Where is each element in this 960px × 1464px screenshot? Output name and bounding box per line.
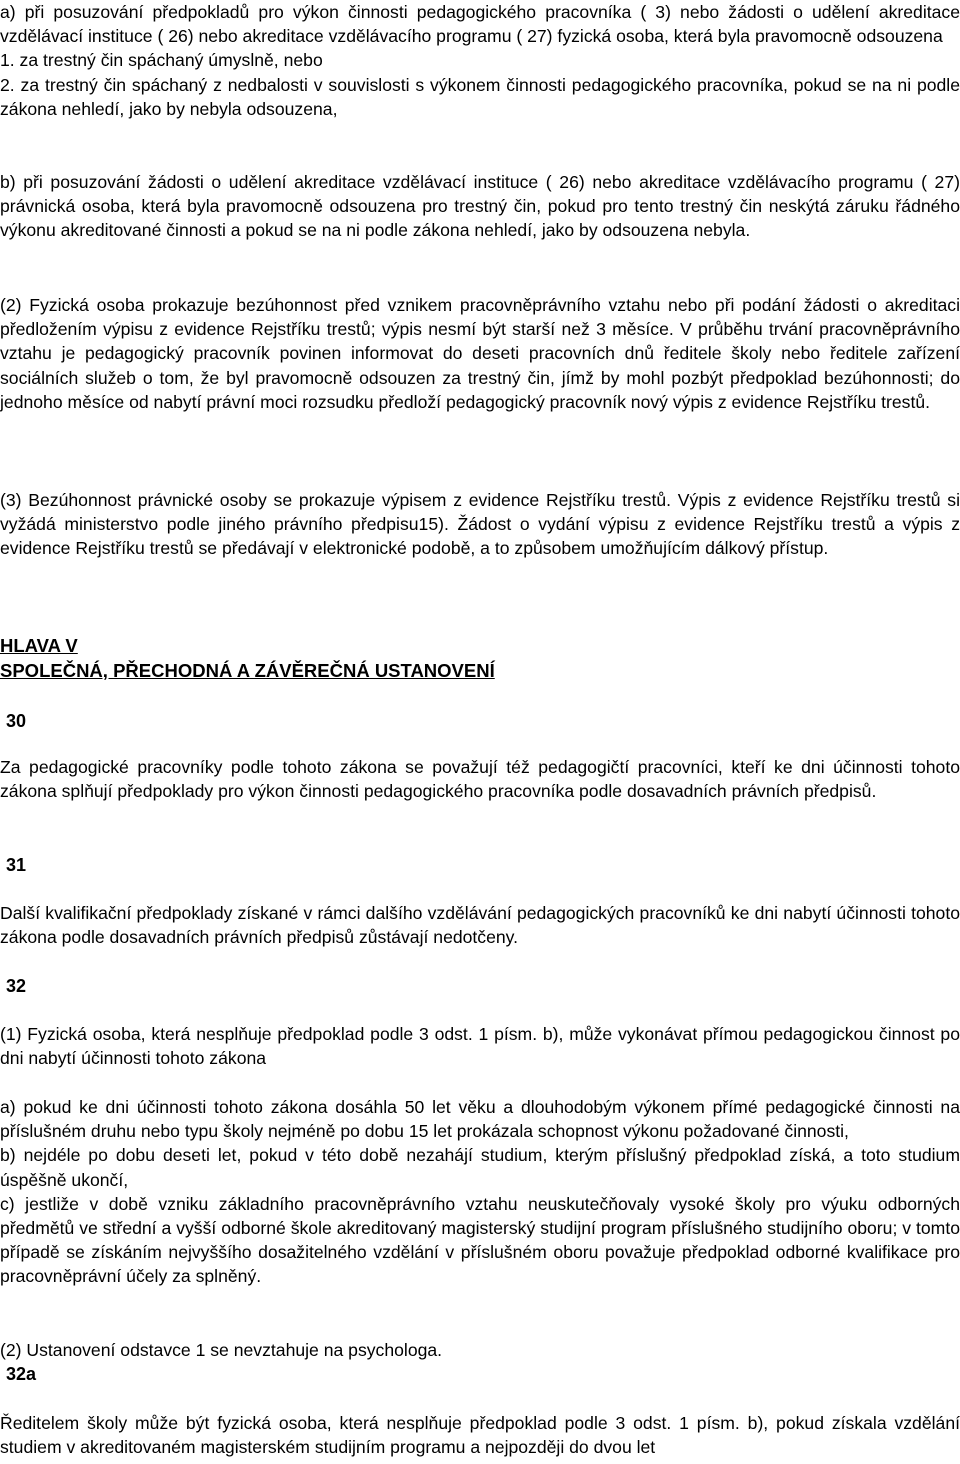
section-32-heading: [0, 974, 960, 998]
section-32a-number: 32a: [6, 1364, 37, 1384]
section-30-heading: [0, 709, 960, 733]
section-30-text: Za pedagogické pracovníky podle tohoto zákona se považují též pedagogičtí pracovníci, kteří ke dni účinnosti tohoto zákona splňují předpoklady pro výkon činnosti pedagogického pracovníka podle dosavadních právních předpisů.: [0, 757, 960, 802]
section-30-number: 30: [6, 711, 27, 731]
section-32-item-b: b) nejdéle po dobu deseti let, pokud v této době nezahájí studium, kterým příslušný předpoklad získá, a toto studium úspěšně ukončí,: [0, 1145, 960, 1190]
paragraph-a-intro: a) při posuzování předpokladů pro výkon činnosti pedagogického pracovníka ( 3) nebo žádosti o udělení akreditace vzdělávací instituce ( 26) nebo akreditace vzdělávacího programu ( 27) fyzická osoba, která byla pravomocně odsouzena: [0, 2, 960, 47]
section-32-paragraph-2: (2) Ustanovení odstavce 1 se nevztahuje na psychologa.: [0, 1340, 443, 1360]
section-31-text: Další kvalifikační předpoklady získané v rámci dalšího vzdělávání pedagogických pracovníků ke dni nabytí účinnosti tohoto zákona podle dosavadních právních předpisů zůstávají nedotčeny.: [0, 903, 960, 948]
chapter-heading-title: SPOLEČNÁ, PŘECHODNÁ A ZÁVĚREČNÁ USTANOVENÍ: [0, 660, 495, 681]
paragraph-a-item-2: 2. za trestný čin spáchaný z nedbalosti v souvislosti s výkonem činnosti pedagogického pracovníka, pokud se na ni podle zákona nehledí, jako by nebyla odsouzena,: [0, 74, 960, 119]
section-32-item-c: c) jestliže v době vzniku základního pracovněprávního vztahu neuskutečňovaly vysoké školy pro výuku odborných předmětů ve střední a vyšší odborné škole akreditovaný magisterský studijní program příslušného studijního oboru; v tomto případě se získáním nejvyššího dosažitelného vzdělání v příslušném oboru považuje předpoklad odborné kvalifikace pro pracovněprávní účely za splněný.: [0, 1193, 960, 1287]
paragraph-b: b) při posuzování žádosti o udělení akreditace vzdělávací instituce ( 26) nebo akreditace vzdělávacího programu ( 27) právnická osoba, která byla pravomocně odsouzena pro trestný čin, pokud pro tento trestný čin neskýtá záruku řádného výkonu akreditované činnosti a pokud se na ni podle zákona nehledí, jako by odsouzena nebyla.: [0, 172, 960, 241]
section-32-paragraph-1: (1) Fyzická osoba, která nesplňuje předpoklad podle 3 odst. 1 písm. b), může vykonávat přímou pedagogickou činnost po dni nabytí účinnosti tohoto zákona: [0, 1024, 960, 1069]
section-32-number: 32: [6, 976, 27, 996]
section-32-items: [0, 1095, 960, 1289]
paragraph-3: (3) Bezúhonnost právnické osoby se prokazuje výpisem z evidence Rejstříku trestů. Výpis z evidence Rejstříku trestů si vyžádá ministerstvo podle jiného právního předpisu15). Žádost o vydání výpisu z evidence Rejstříku trestů a výpis z evidence Rejstříku trestů se předávají v elektronické podobě, a to způsobem umožňujícím dálkový přístup.: [0, 490, 960, 559]
section-31-heading: [0, 853, 960, 877]
paragraph-a: [0, 0, 960, 121]
section-32a-heading: [0, 1362, 960, 1386]
section-32a-text: Ředitelem školy může být fyzická osoba, která nesplňuje předpoklad podle 3 odst. 1 písm. b), pokud získala vzdělání studiem v akreditovaném magisterském studijním programu a nejpozději do dvou let: [0, 1413, 960, 1458]
paragraph-a-item-1: 1. za trestný čin spáchaný úmyslně, nebo: [0, 50, 323, 71]
section-31-number: 31: [6, 855, 27, 875]
section-32-item-a: a) pokud ke dni účinnosti tohoto zákona dosáhla 50 let věku a dlouhodobým výkonem přímé pedagogické činnosti na příslušném druhu nebo typu školy nejméně po dobu 15 let prokázala schopnost výkonu požadované činnosti,: [0, 1097, 960, 1142]
paragraph-2: (2) Fyzická osoba prokazuje bezúhonnost před vznikem pracovněprávního vztahu nebo při podání žádosti o akreditaci předložením výpisu z evidence Rejstříku trestů; výpis nesmí být starší než 3 měsíce. V průběhu trvání pracovněprávního vztahu je pedagogický pracovník povinen informovat do deseti pracovních dnů ředitele školy nebo ředitele zařízení sociálních služeb o tom, že byl pravomocně odsouzen za trestný čin, jímž by mohl pozbýt předpoklad bezúhonnosti; do jednoho měsíce od nabytí právní moci rozsudku předloží pedagogický pracovník nový výpis z evidence Rejstříku trestů.: [0, 295, 960, 412]
chapter-heading-number: HLAVA V: [0, 635, 78, 656]
